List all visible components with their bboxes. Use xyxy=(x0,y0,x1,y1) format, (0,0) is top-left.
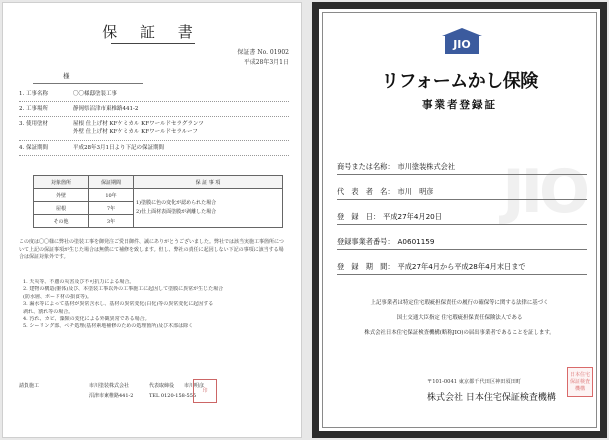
warranty-certificate xyxy=(2,2,302,438)
table-cell: その他 xyxy=(34,215,89,228)
statement-line: 国土交通大臣指定 住宅瑕疵担保責任保険法人である xyxy=(396,315,523,321)
list-item: 剥れ、割れ等の場合。 xyxy=(23,308,74,315)
info-value: 静岡県沼津市東椎路441-2 xyxy=(73,106,139,112)
info-label: 3. 使用塗材 xyxy=(19,121,48,127)
warranty-table xyxy=(33,175,283,228)
table-cell: 10年 xyxy=(89,189,134,202)
jio-logo xyxy=(442,28,482,56)
info-label: 1. 工事名称 xyxy=(19,91,48,97)
list-item: 4. 汚れ、カビ、藻類の変化による外観異常である場合。 xyxy=(23,316,150,323)
table-cell: 3年 xyxy=(89,215,134,228)
addressee: 様 xyxy=(63,72,70,80)
row-label: 登 録 日： xyxy=(337,212,381,221)
warranty-paragraph: この度は〇〇様に弊社の塗装工事を御発注ご愛日御件、誠にありがとうございました。弊社では該当実施工事箇所について上記の保証事項が生じた場合は無償にて補修を致します。但し、弊社の責任に起因しない下記の事項に該当する場合は保証対象外です。 xyxy=(19,239,284,261)
table-cell: 外壁 xyxy=(34,189,89,202)
table-header: 保証期間 xyxy=(89,176,134,189)
table-conditions xyxy=(134,189,283,228)
registration-certificate xyxy=(312,2,607,438)
row-value: 平成27年4月から平成28年4月末日まで xyxy=(397,262,526,271)
issuer-organization: 株式会社 日本住宅保証検査機構 xyxy=(427,393,556,403)
condition-item: 1)塗膜に色の変化が認められた場合 xyxy=(136,200,217,206)
registration-title: リフォームかし保険 xyxy=(381,71,538,92)
row-label: 登録事業者番号： xyxy=(337,237,395,246)
underline xyxy=(337,199,587,200)
table-header: 対象箇所 xyxy=(34,176,89,189)
contractor-company: 市川塗装株式会社 xyxy=(89,383,130,389)
title-underline xyxy=(111,43,195,44)
addressee-line xyxy=(33,83,143,84)
statement-line: 上記事業者は特定住宅瑕疵担保責任の履行の確保等に関する法律に基づく xyxy=(370,300,549,306)
row-label: 代 表 者 名： xyxy=(337,187,395,196)
table-row xyxy=(34,189,283,202)
list-item: 3. 漏水等によって基材が異常含水し、基材の異常変化(白化)等の異常変化に起因する xyxy=(23,301,214,308)
row-value: A0601159 xyxy=(397,237,435,246)
row-registration-date xyxy=(337,212,442,222)
row-label: 登 録 期 間： xyxy=(337,262,395,271)
list-item: 5. シーリング部、ペチ処理(基材素地補修のための処理箇所)及び木部は除く xyxy=(23,323,194,330)
underline xyxy=(337,224,587,225)
info-row-materials xyxy=(19,121,204,128)
condition-item: 2)仕上面材表面塗膜が剥離した場合 xyxy=(136,209,217,215)
row-value: 市川 明彦 xyxy=(397,187,434,196)
house-roof-icon xyxy=(442,28,482,36)
info-row-location xyxy=(19,106,138,113)
row-registration-period xyxy=(337,262,526,272)
warranty-title: 保 証 書 xyxy=(102,23,202,41)
info-row-materials-2 xyxy=(19,129,198,136)
issuer-address: 〒101-0041 東京都千代田区神田須田町 xyxy=(427,379,521,385)
contractor-rep-name: 市川明彦 xyxy=(184,383,205,389)
divider xyxy=(19,140,289,141)
row-representative xyxy=(337,187,433,197)
official-seal-stamp: 日本住宅保証検査機構 xyxy=(567,367,593,397)
info-value: 外壁 仕上げ材 KFケミカル KFワールドセラルーフ xyxy=(73,129,198,135)
divider xyxy=(19,101,289,102)
table-cell: 屋根 xyxy=(34,202,89,215)
contractor-label: 請負施工 xyxy=(19,383,40,389)
registration-subtitle: 事業者登録証 xyxy=(422,99,497,111)
issue-date: 平成28年3月1日 xyxy=(243,59,289,66)
row-registration-number xyxy=(337,237,434,247)
underline xyxy=(337,274,587,275)
list-item: 2. 建物の構造(躯体)及び、本塗装工事以外の工事施工に起因して塗膜に異常が生じた場合 xyxy=(23,286,224,293)
table-header-row xyxy=(34,176,283,189)
contractor-tel: TEL 0120-158-555 xyxy=(149,393,197,399)
info-label: 4. 保証期間 xyxy=(19,145,48,151)
company-seal-stamp: 印 xyxy=(193,379,217,403)
statement-line: 株式会社日本住宅保証検査機構(略称JIO)の届出事業者であることを証します。 xyxy=(364,330,555,336)
underline xyxy=(337,249,587,250)
divider xyxy=(19,155,289,156)
row-value: 市川塗装株式会社 xyxy=(397,162,456,171)
info-label: 2. 工事場所 xyxy=(19,106,48,112)
table-header: 保 証 事 項 xyxy=(134,176,283,189)
info-value: 屋根 仕上げ材 KFケミカル KFワールドセラグランツ xyxy=(73,121,204,127)
exclusion-list xyxy=(23,279,287,331)
certificate-number: 保証書 No. 01902 xyxy=(237,49,289,56)
info-value: 平成28年3月1日より下記の保証期間 xyxy=(73,145,164,151)
contractor-rep-title: 代表取締役 xyxy=(149,383,175,389)
info-row-project xyxy=(19,91,117,98)
row-value: 平成27年4月20日 xyxy=(383,212,442,221)
row-label: 商号または名称： xyxy=(337,162,395,171)
list-item: 1. 天災等、不慮の災害及び不可抗力による場合。 xyxy=(23,279,135,285)
row-company-name xyxy=(337,162,455,172)
list-item: (防水層、ボード材の損食等)。 xyxy=(23,293,92,300)
jio-logo-text: JIO xyxy=(445,36,479,54)
divider xyxy=(19,116,289,117)
underline xyxy=(337,174,587,175)
jio-watermark: JIO xyxy=(502,157,586,227)
info-value: 〇〇様邸塗装工事 xyxy=(73,91,118,97)
info-row-period xyxy=(19,145,164,152)
contractor-address: 沼津市東椎路441-2 xyxy=(89,393,134,399)
table-cell: 7年 xyxy=(89,202,134,215)
